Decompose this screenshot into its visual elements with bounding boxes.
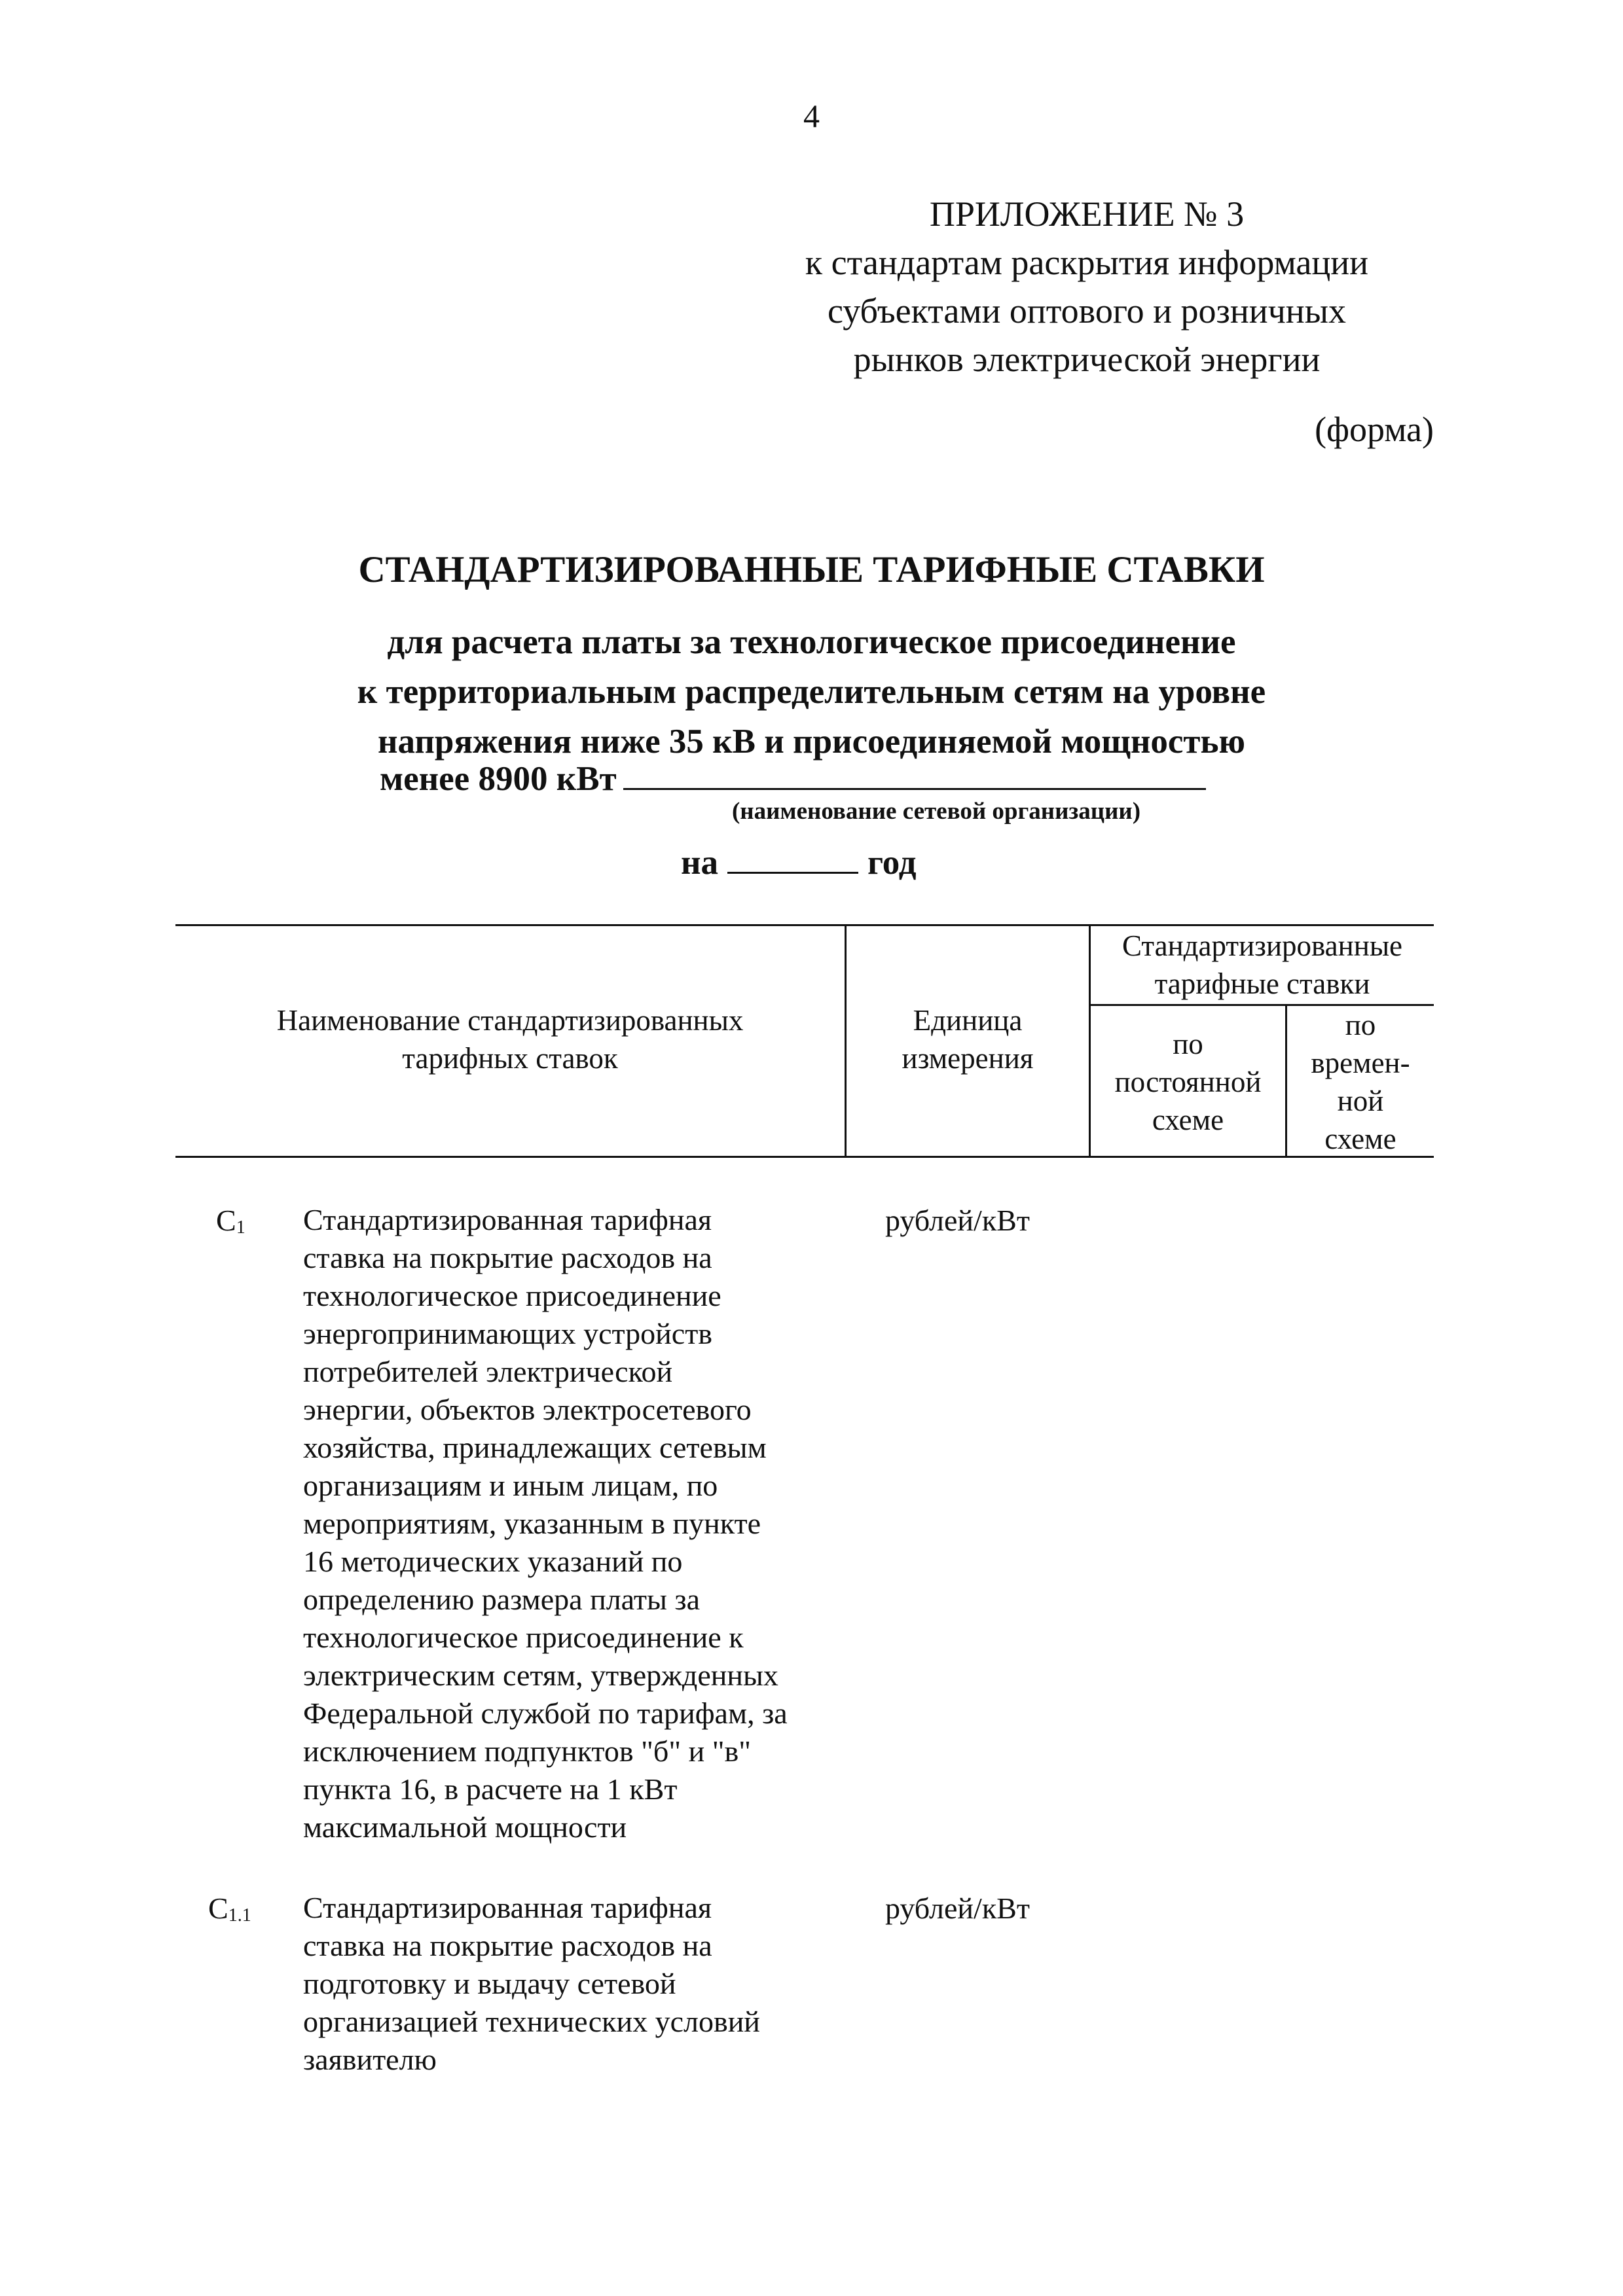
- description-line: организациям и иным лицам, по: [303, 1469, 718, 1502]
- organization-line-prefix: менее 8900 кВт: [380, 760, 617, 798]
- description-line: заявителю: [303, 2043, 437, 2076]
- appendix-line: рынков электрической энергии: [853, 340, 1321, 379]
- rate-code-main: C: [216, 1204, 236, 1237]
- year-blank[interactable]: [727, 836, 858, 874]
- organization-line: [380, 753, 1206, 798]
- header-rates-column: [1091, 927, 1434, 1003]
- rate-unit: рублей/кВт: [885, 1204, 1030, 1237]
- rate-code: [208, 1891, 251, 1926]
- header-text: схеме: [1324, 1122, 1396, 1155]
- year-line: [681, 836, 917, 882]
- description-line: максимальной мощности: [303, 1810, 627, 1844]
- appendix-line: ПРИЛОЖЕНИЕ № 3: [929, 194, 1245, 234]
- year-prefix: на: [681, 844, 719, 882]
- header-text: тарифные ставки: [1154, 967, 1370, 1000]
- rate-code-subscript: 1.1: [228, 1905, 251, 1926]
- organization-name-blank[interactable]: [623, 753, 1206, 790]
- description-line: электрическим сетям, утвержденных: [303, 1659, 778, 1692]
- description-line: пункта 16, в расчете на 1 кВт: [303, 1772, 678, 1806]
- description-line: Стандартизированная тарифная: [303, 1203, 712, 1236]
- appendix-line: субъектами оптового и розничных: [828, 291, 1346, 331]
- header-text: времен-: [1311, 1047, 1410, 1079]
- rate-code: [216, 1203, 246, 1238]
- subtitle-line: для расчета платы за технологическое присоединение: [387, 623, 1236, 661]
- organization-caption: (наименование сетевой организации): [731, 798, 1141, 825]
- header-text: схеме: [1152, 1103, 1224, 1136]
- rate-description: [303, 1201, 788, 1846]
- year-suffix: год: [867, 844, 917, 882]
- description-line: энергии, объектов электросетевого: [303, 1393, 752, 1426]
- description-line: определению размера платы за: [303, 1583, 700, 1616]
- header-text: Единица: [913, 1004, 1023, 1037]
- description-line: 16 методических указаний по: [303, 1545, 683, 1578]
- appendix-heading: [786, 190, 1388, 384]
- header-text: по: [1173, 1028, 1203, 1060]
- description-line: хозяйства, принадлежащих сетевым: [303, 1431, 767, 1464]
- description-line: технологическое присоединение: [303, 1279, 721, 1312]
- description-line: ставка на покрытие расходов на: [303, 1929, 712, 1962]
- description-line: энергопринимающих устройств: [303, 1317, 713, 1350]
- header-text: постоянной: [1114, 1066, 1262, 1098]
- rate-code-subscript: 1: [236, 1217, 246, 1238]
- table-bottom-border: [175, 1156, 1434, 1158]
- header-name-column: [175, 1001, 845, 1077]
- appendix-line: к стандартам раскрытия информации: [805, 243, 1369, 282]
- rate-code-main: C: [208, 1892, 228, 1925]
- table-top-border: [175, 924, 1434, 926]
- description-line: Федеральной службой по тарифам, за: [303, 1696, 788, 1730]
- header-unit-column: [847, 1001, 1089, 1077]
- header-text: Наименование стандартизированных: [276, 1004, 744, 1037]
- header-text: измерения: [902, 1042, 1034, 1075]
- header-temporary-scheme: [1287, 1006, 1434, 1158]
- header-text: тарифных ставок: [402, 1042, 618, 1075]
- description-line: ставка на покрытие расходов на: [303, 1241, 712, 1274]
- description-line: исключением подпунктов "б" и "в": [303, 1734, 752, 1768]
- description-line: технологическое присоединение к: [303, 1621, 744, 1654]
- description-line: Стандартизированная тарифная: [303, 1891, 712, 1924]
- description-line: потребителей электрической: [303, 1355, 673, 1388]
- rate-description: [303, 1889, 760, 2079]
- page-number: 4: [803, 98, 820, 134]
- header-text: Стандартизированные: [1122, 929, 1403, 962]
- form-label: (форма): [1315, 410, 1434, 449]
- header-text: ной: [1337, 1085, 1384, 1117]
- document-title: СТАНДАРТИЗИРОВАННЫЕ ТАРИФНЫЕ СТАВКИ: [358, 549, 1265, 590]
- header-permanent-scheme: [1091, 1025, 1285, 1139]
- subtitle-line: к территориальным распределительным сетям на уровне: [357, 673, 1266, 711]
- document-subtitle: [0, 617, 1623, 766]
- description-line: мероприятиям, указанным в пункте: [303, 1507, 761, 1540]
- subtitle-line: напряжения ниже 35 кВ и присоединяемой мощностью: [378, 723, 1245, 761]
- header-text: по: [1345, 1009, 1376, 1041]
- rate-unit: рублей/кВт: [885, 1892, 1030, 1925]
- description-line: организацией технических условий: [303, 2005, 760, 2038]
- description-line: подготовку и выдачу сетевой: [303, 1967, 676, 2000]
